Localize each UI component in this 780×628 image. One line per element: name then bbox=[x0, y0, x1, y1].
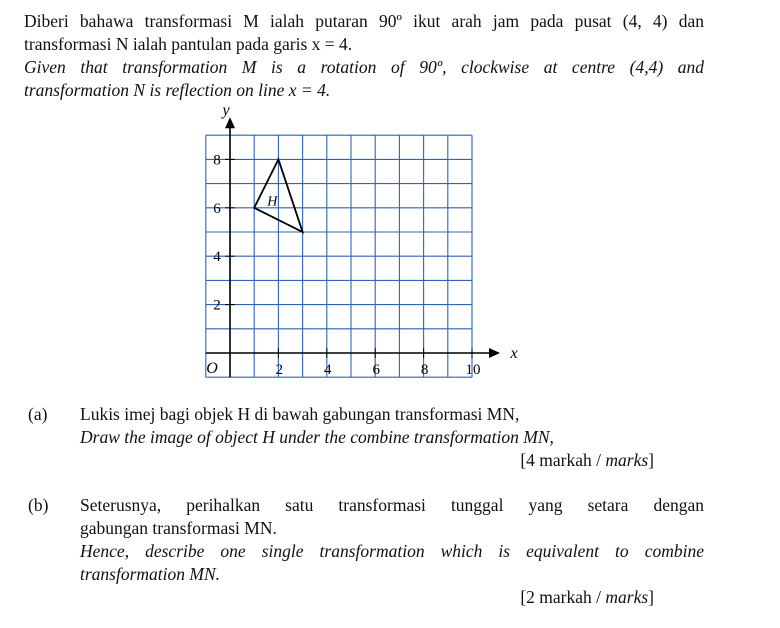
x-tick-label: 4 bbox=[324, 362, 332, 378]
x-tick-label: 8 bbox=[420, 362, 429, 378]
intro-english-line-2: transformation N is reflection on line x = 4. bbox=[24, 80, 331, 100]
x-tick-label: 6 bbox=[372, 362, 380, 378]
grid-lines bbox=[206, 135, 472, 377]
part-a-text bbox=[80, 403, 704, 449]
tick-labels bbox=[206, 102, 517, 378]
x-axis-arrow bbox=[489, 348, 500, 358]
part-a-marks bbox=[520, 449, 654, 472]
intro-english bbox=[24, 56, 704, 102]
part-a-english: Draw the image of object H under the combine transformation MN, bbox=[80, 427, 554, 447]
x-tick-label: 2 bbox=[275, 362, 284, 378]
part-b-label: (b) bbox=[28, 495, 49, 515]
part-b-english-line-1: Hence, describe one single transformation which is equivalent to combine bbox=[80, 541, 704, 561]
part-b-marks bbox=[520, 586, 654, 609]
part-a-marks-close: ] bbox=[648, 450, 654, 470]
intro-malay-line-1: Diberi bahawa transformasi M ialah putaran 90º ikut arah jam pada pusat (4, 4) dan bbox=[24, 11, 704, 31]
intro-english-line-1: Given that transformation M is a rotation of 90º, clockwise at centre (4,4) and bbox=[24, 57, 704, 77]
y-axis-label: y bbox=[222, 102, 230, 120]
part-b-english-line-2: transformation MN. bbox=[80, 564, 221, 584]
part-b-marks-malay: [2 markah / bbox=[520, 587, 606, 607]
coordinate-grid-graph bbox=[190, 102, 518, 383]
y-tick-label: 6 bbox=[213, 200, 221, 217]
part-b-malay-line-2: gabungan transformasi MN. bbox=[80, 518, 277, 538]
part-b-marks-close: ] bbox=[648, 587, 654, 607]
part-a-label: (a) bbox=[28, 404, 48, 424]
part-a-malay: Lukis imej bagi objek H di bawah gabungan transformasi MN, bbox=[80, 404, 520, 424]
part-a-marks-english: marks bbox=[605, 450, 649, 470]
part-a-marks-malay: [4 markah / bbox=[520, 450, 606, 470]
y-tick-label: 8 bbox=[213, 152, 221, 169]
object-h-label: H bbox=[267, 194, 278, 210]
part-b-malay-line-1: Seterusnya, perihalkan satu transformasi tunggal yang setara dengan bbox=[80, 495, 704, 515]
y-tick-label: 4 bbox=[213, 249, 221, 266]
origin-label: O bbox=[206, 360, 218, 377]
x-axis-label: x bbox=[510, 345, 518, 362]
axes bbox=[206, 117, 500, 377]
y-tick-label: 2 bbox=[213, 297, 221, 314]
intro-malay bbox=[24, 10, 704, 56]
intro-malay-line-2: transformasi N ialah pantulan pada garis x = 4. bbox=[24, 34, 353, 54]
part-b-text bbox=[80, 494, 704, 586]
x-tick-label: 10 bbox=[465, 362, 481, 378]
part-b-marks-english: marks bbox=[605, 587, 649, 607]
